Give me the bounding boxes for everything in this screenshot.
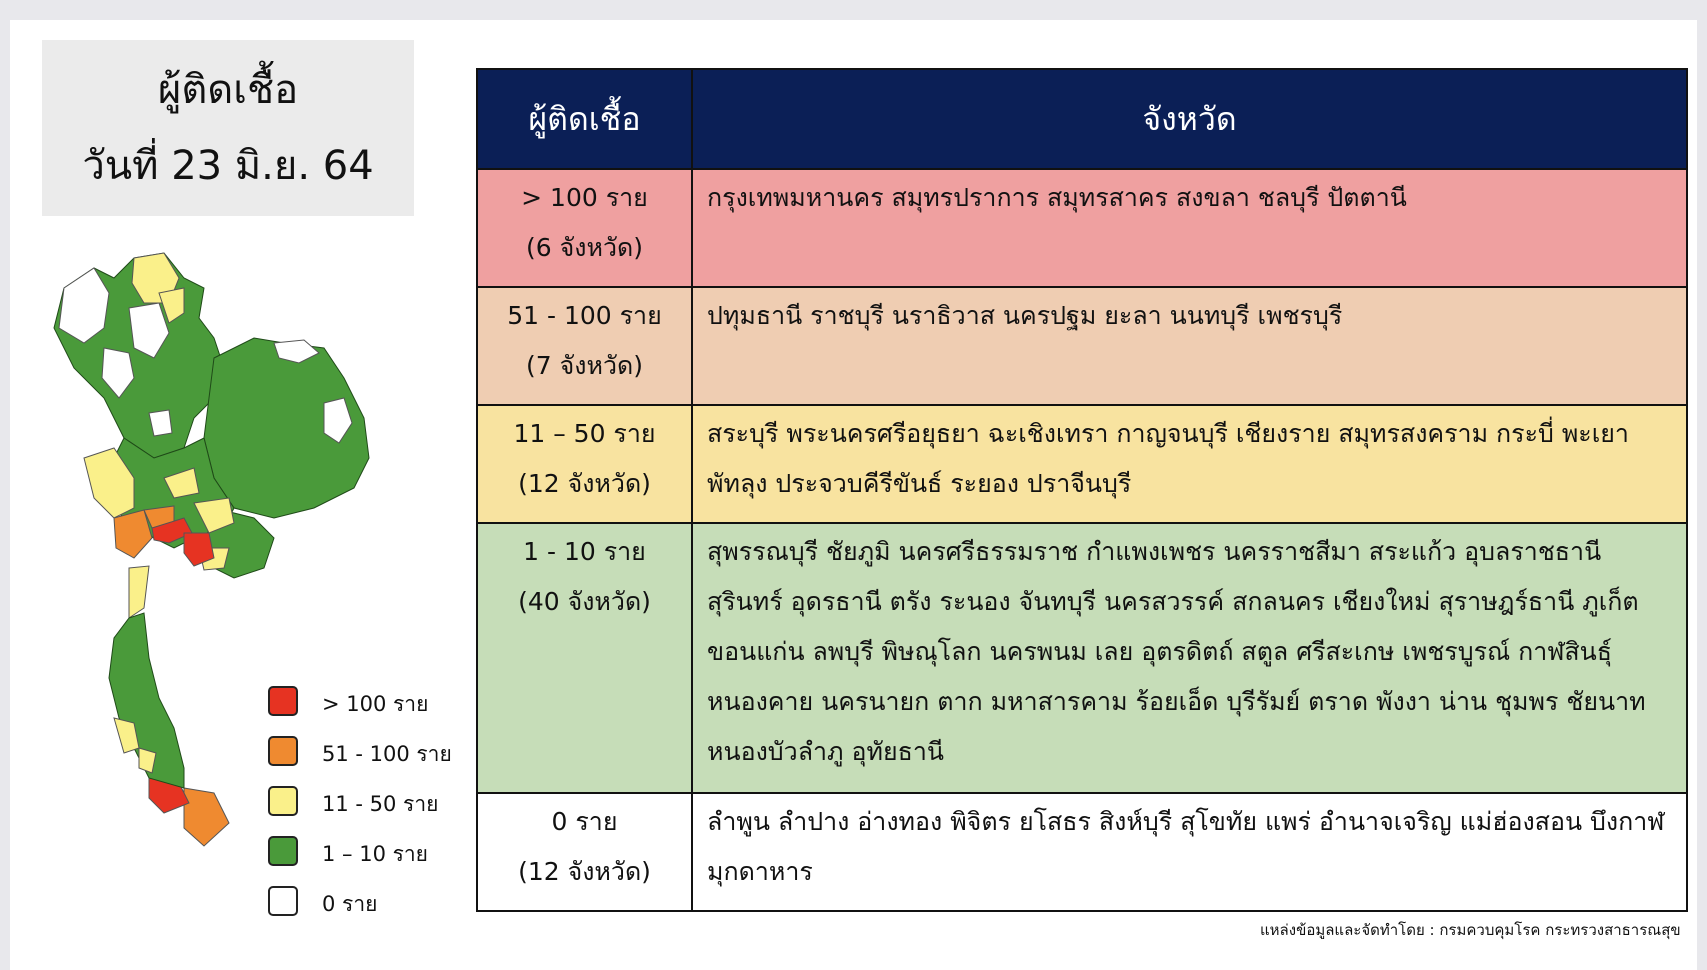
legend-item bbox=[268, 886, 498, 920]
cases-range: 11 – 50 ราย bbox=[513, 419, 656, 448]
province-count: (12 จังหวัด) bbox=[518, 857, 651, 886]
provinces-cell: สระบุรี พระนครศรีอยุธยา ฉะเชิงเทรา กาญจนบุรี เชียงราย สมุทรสงคราม กระบี่ พะเยา พัทลุง ประจวบคีรีขันธ์ ระยอง ปราจีนบุรี bbox=[692, 405, 1687, 523]
legend-label: 11 - 50 ราย bbox=[322, 792, 439, 816]
legend-swatch-white bbox=[268, 886, 298, 916]
legend-label: 51 - 100 ราย bbox=[322, 742, 452, 766]
thailand-map bbox=[34, 248, 414, 938]
provinces-cell: ปทุมธานี ราชบุรี นราธิวาส นครปฐม ยะลา นนทบุรี เพชรบุรี bbox=[692, 287, 1687, 405]
table-row bbox=[477, 169, 1687, 287]
title-line-1: ผู้ติดเชื้อ bbox=[157, 67, 299, 113]
provinces-cell: สุพรรณบุรี ชัยภูมิ นครศรีธรรมราช กำแพงเพชร นครราชสีมา สระแก้ว อุบลราชธานี สุรินทร์ อุดรธานี ตรัง ระนอง จันทบุรี นครสวรรค์ สกลนคร เชียงใหม่ สุราษฎร์ธานี ภูเก็ต ขอนแก่น ลพบุรี พิษณุโลก นครพนม เลย อุตรดิตถ์ สตูล ศรีสะเกษ เพชรบูรณ์ กาฬสินธุ์ หนองคาย นครนายก ตาก มหาสารคาม ร้อยเอ็ด บุรีรัมย์ ตราด พังงา น่าน ชุมพร ชัยนาท หนองบัวลำภู อุทัยธานี bbox=[692, 523, 1687, 793]
legend-item bbox=[268, 686, 498, 720]
legend-label: > 100 ราย bbox=[322, 692, 429, 716]
legend-swatch-yellow bbox=[268, 786, 298, 816]
provinces-cell: กรุงเทพมหานคร สมุทรปราการ สมุทรสาคร สงขลา ชลบุรี ปัตตานี bbox=[692, 169, 1687, 287]
table-row bbox=[477, 287, 1687, 405]
cases-cell bbox=[477, 405, 692, 523]
slide bbox=[10, 20, 1697, 970]
legend-swatch-green bbox=[268, 836, 298, 866]
cases-range: 1 - 10 ราย bbox=[523, 537, 646, 566]
legend-swatch-red bbox=[268, 686, 298, 716]
province-count: (7 จังหวัด) bbox=[526, 351, 643, 380]
table-header-row bbox=[477, 69, 1687, 169]
table-row bbox=[477, 523, 1687, 793]
table-row bbox=[477, 405, 1687, 523]
legend-swatch-orange bbox=[268, 736, 298, 766]
cases-range: > 100 ราย bbox=[521, 183, 648, 212]
legend-label: 1 – 10 ราย bbox=[322, 842, 428, 866]
cases-cell bbox=[477, 793, 692, 911]
cases-range: 0 ราย bbox=[551, 807, 618, 836]
cases-cell bbox=[477, 287, 692, 405]
title-box bbox=[42, 40, 414, 216]
cases-cell bbox=[477, 169, 692, 287]
legend-label: 0 ราย bbox=[322, 892, 378, 916]
map-yellow-7 bbox=[129, 566, 149, 618]
header-cases: ผู้ติดเชื้อ bbox=[477, 69, 692, 169]
cases-cell bbox=[477, 523, 692, 793]
header-provinces: จังหวัด bbox=[692, 69, 1687, 169]
cases-table bbox=[476, 68, 1688, 912]
province-count: (40 จังหวัด) bbox=[518, 587, 651, 616]
province-count: (6 จังหวัด) bbox=[526, 233, 643, 262]
map-orange-1 bbox=[114, 510, 152, 558]
title-line-2: วันที่ 23 มิ.ย. 64 bbox=[82, 143, 374, 189]
legend-item bbox=[268, 836, 498, 870]
legend-item bbox=[268, 786, 498, 820]
source-note: แหล่งข้อมูลและจัดทำโดย : กรมควบคุมโรค กระทรวงสาธารณสุข bbox=[1260, 921, 1681, 939]
table-row bbox=[477, 793, 1687, 911]
provinces-cell: ลำพูน ลำปาง อ่างทอง พิจิตร ยโสธร สิงห์บุรี สุโขทัย แพร่ อำนาจเจริญ แม่ฮ่องสอน บึงกาฬ มุกดาหาร bbox=[692, 793, 1687, 911]
map-orange-3 bbox=[184, 788, 229, 846]
province-count: (12 จังหวัด) bbox=[518, 469, 651, 498]
cases-range: 51 - 100 ราย bbox=[507, 301, 662, 330]
legend-item bbox=[268, 736, 498, 770]
